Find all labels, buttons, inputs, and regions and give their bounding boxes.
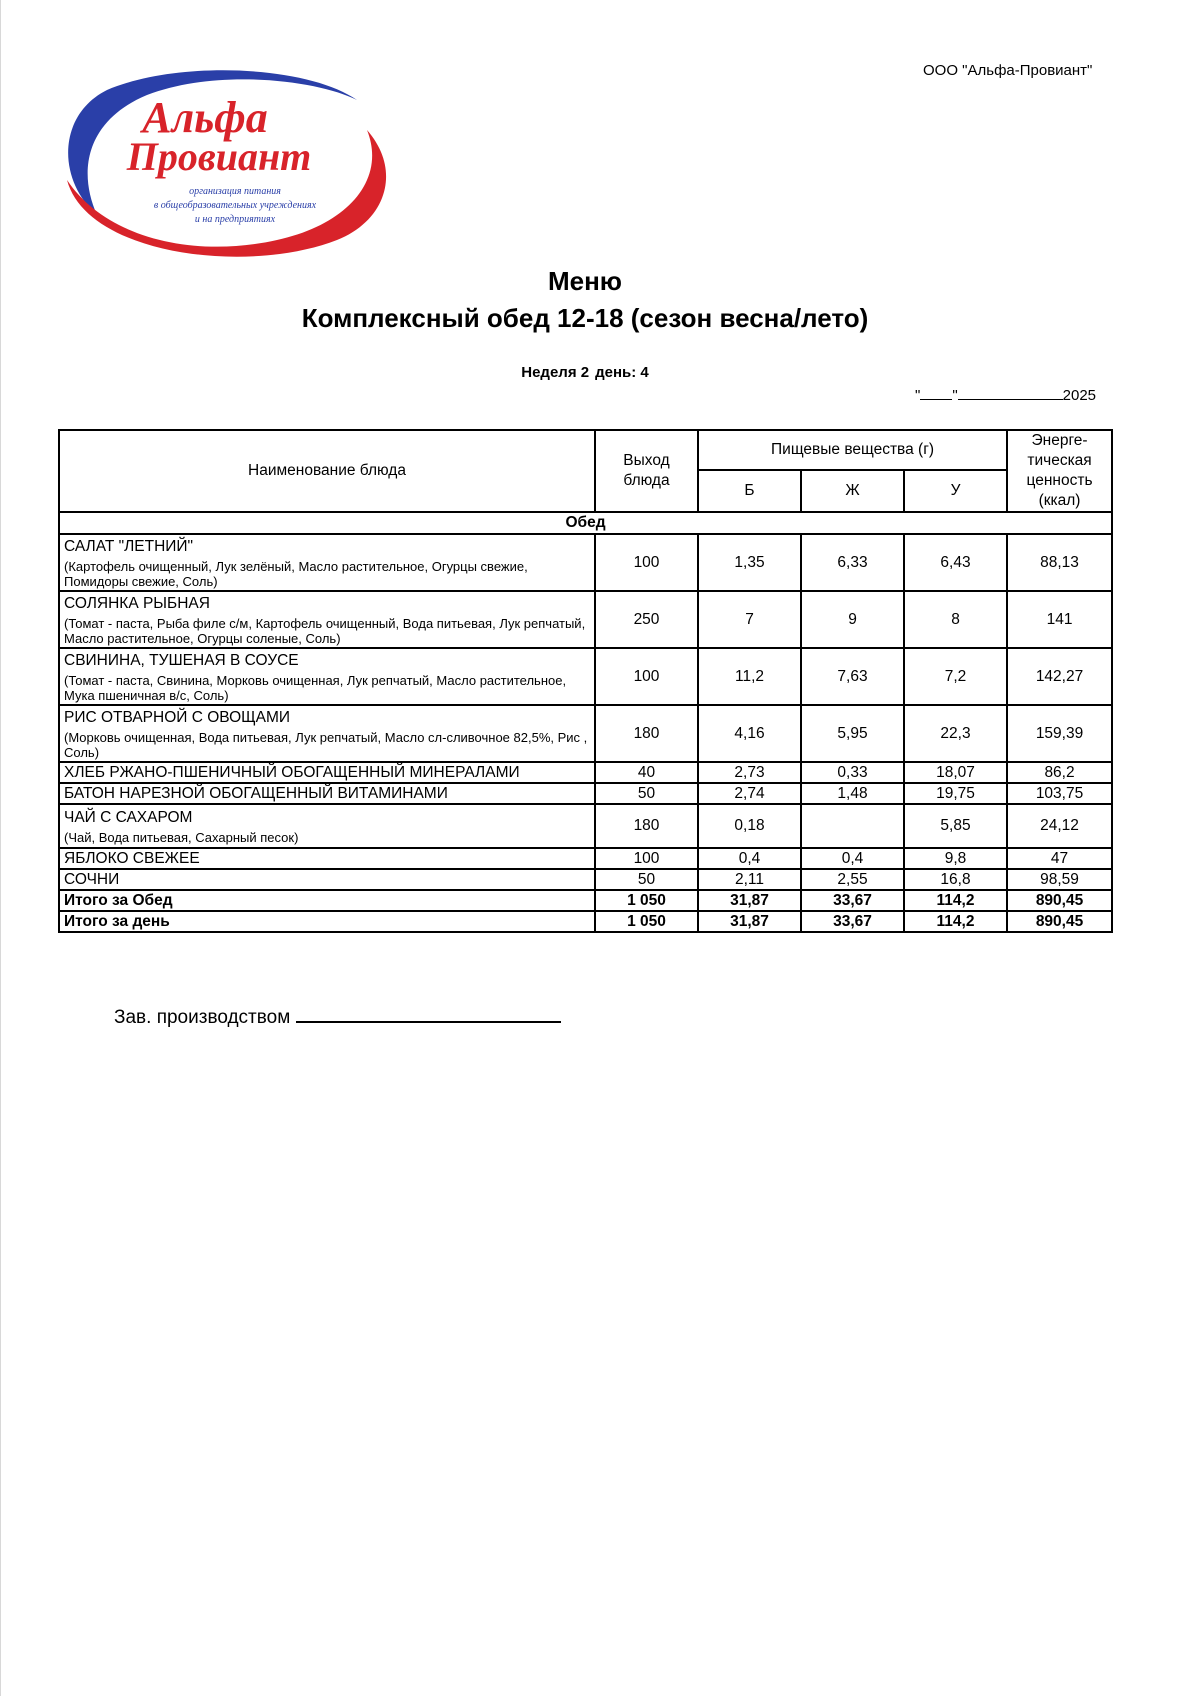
section-label: Обед xyxy=(59,512,1112,534)
dish-name: ХЛЕБ РЖАНО-ПШЕНИЧНЫЙ ОБОГАЩЕННЫЙ МИНЕРАЛАМИ xyxy=(59,762,595,783)
yield-cell: 40 xyxy=(595,762,698,783)
date-line xyxy=(915,386,1096,404)
protein-cell: 1,35 xyxy=(698,534,801,591)
header-energy xyxy=(1007,430,1112,512)
fat-cell: 1,48 xyxy=(801,783,904,804)
energy-cell: 47 xyxy=(1007,848,1112,869)
total-protein: 31,87 xyxy=(698,890,801,911)
yield-cell: 180 xyxy=(595,804,698,848)
table-row xyxy=(59,869,1112,890)
table-row xyxy=(59,591,1112,648)
table-row xyxy=(59,705,1112,762)
carbs-cell: 8 xyxy=(904,591,1007,648)
dish-name: СОЛЯНКА РЫБНАЯ xyxy=(64,594,210,612)
fat-cell: 0,4 xyxy=(801,848,904,869)
signature-blank xyxy=(296,1003,561,1023)
table-row xyxy=(59,848,1112,869)
protein-cell: 0,4 xyxy=(698,848,801,869)
total-protein: 31,87 xyxy=(698,911,801,932)
dish-ingredients: (Чай, Вода питьевая, Сахарный песок) xyxy=(64,829,299,845)
protein-cell: 11,2 xyxy=(698,648,801,705)
energy-cell: 103,75 xyxy=(1007,783,1112,804)
fat-cell: 2,55 xyxy=(801,869,904,890)
total-fat: 33,67 xyxy=(801,911,904,932)
table-row xyxy=(59,762,1112,783)
yield-cell: 50 xyxy=(595,869,698,890)
energy-cell: 98,59 xyxy=(1007,869,1112,890)
carbs-cell: 5,85 xyxy=(904,804,1007,848)
total-label: Итого за день xyxy=(59,911,595,932)
carbs-cell: 22,3 xyxy=(904,705,1007,762)
menu-table xyxy=(58,429,1113,933)
date-quote-close: " xyxy=(952,387,958,404)
total-label: Итого за Обед xyxy=(59,890,595,911)
table-row xyxy=(59,648,1112,705)
carbs-cell: 19,75 xyxy=(904,783,1007,804)
yield-cell: 100 xyxy=(595,534,698,591)
carbs-cell: 9,8 xyxy=(904,848,1007,869)
dish-name: ЯБЛОКО СВЕЖЕЕ xyxy=(59,848,595,869)
total-energy: 890,45 xyxy=(1007,911,1112,932)
protein-cell: 2,74 xyxy=(698,783,801,804)
yield-cell: 50 xyxy=(595,783,698,804)
page-subtitle: Комплексный обед 12-18 (сезон весна/лето) xyxy=(301,303,869,333)
month-blank xyxy=(958,386,1063,400)
dish-name: САЛАТ "ЛЕТНИЙ" xyxy=(64,537,194,555)
total-carbs: 114,2 xyxy=(904,890,1007,911)
header-energy-l4: (ккал) xyxy=(1038,492,1081,509)
table-row xyxy=(59,534,1112,591)
carbs-cell: 16,8 xyxy=(904,869,1007,890)
date-year: 2025 xyxy=(1062,387,1097,404)
dish-ingredients: (Томат - паста, Рыба филе с/м, Картофель очищенный, Вода питьевая, Лук репчатый, Масло растительное, Огурцы соленые, Соль) xyxy=(64,615,586,646)
header-yield: Выход блюда xyxy=(595,430,698,512)
fat-cell xyxy=(801,804,904,848)
dish-ingredients: (Картофель очищенный, Лук зелёный, Масло растительное, Огурцы свежие, Помидоры свежие, Соль) xyxy=(64,558,528,589)
header-dish: Наименование блюда xyxy=(59,430,595,512)
signature-label: Зав. производством xyxy=(114,1007,291,1028)
yield-cell: 180 xyxy=(595,705,698,762)
total-carbs: 114,2 xyxy=(904,911,1007,932)
company-name: ООО "Альфа-Провиант" xyxy=(923,62,1093,79)
dish-name: РИС ОТВАРНОЙ С ОВОЩАМИ xyxy=(64,708,291,726)
dish-name: СОЧНИ xyxy=(59,869,595,890)
logo-line1: Альфа xyxy=(142,93,268,142)
fat-cell: 0,33 xyxy=(801,762,904,783)
dish-name: БАТОН НАРЕЗНОЙ ОБОГАЩЕННЫЙ ВИТАМИНАМИ xyxy=(59,783,595,804)
header-protein: Б xyxy=(698,470,801,512)
alfa-proviant-logo xyxy=(57,60,387,270)
signature-line xyxy=(114,1003,561,1029)
dish-name: СВИНИНА, ТУШЕНАЯ В СОУСЕ xyxy=(64,651,299,669)
header-energy-l3: ценность xyxy=(1026,472,1093,489)
logo-tagline1: организация питания xyxy=(189,186,281,197)
total-yield: 1 050 xyxy=(595,890,698,911)
table-row xyxy=(59,804,1112,848)
header-energy-l2: тическая xyxy=(1027,452,1092,469)
logo-line2: Провиант xyxy=(126,134,312,179)
dish-cell xyxy=(59,534,595,591)
dish-name: ЧАЙ С САХАРОМ xyxy=(64,808,193,826)
day-blank xyxy=(920,386,952,400)
header-fat: Ж xyxy=(801,470,904,512)
table-row xyxy=(59,783,1112,804)
section-row xyxy=(59,512,1112,534)
header-nutrients: Пищевые вещества (г) xyxy=(698,430,1007,470)
dish-ingredients: (Томат - паста, Свинина, Морковь очищенная, Лук репчатый, Масло растительное, Мука пшеничная в/с, Соль) xyxy=(64,672,567,703)
dish-cell xyxy=(59,591,595,648)
energy-cell: 24,12 xyxy=(1007,804,1112,848)
protein-cell: 2,73 xyxy=(698,762,801,783)
total-row xyxy=(59,911,1112,932)
protein-cell: 0,18 xyxy=(698,804,801,848)
day-label: день: 4 xyxy=(595,364,649,381)
total-fat: 33,67 xyxy=(801,890,904,911)
date-quote-open: " xyxy=(915,387,921,404)
dish-cell xyxy=(59,705,595,762)
carbs-cell: 6,43 xyxy=(904,534,1007,591)
energy-cell: 88,13 xyxy=(1007,534,1112,591)
energy-cell: 159,39 xyxy=(1007,705,1112,762)
page-title: Меню xyxy=(547,266,623,296)
energy-cell: 141 xyxy=(1007,591,1112,648)
protein-cell: 2,11 xyxy=(698,869,801,890)
fat-cell: 7,63 xyxy=(801,648,904,705)
header-energy-l1: Энерге- xyxy=(1031,432,1088,449)
dish-cell xyxy=(59,804,595,848)
fat-cell: 5,95 xyxy=(801,705,904,762)
total-yield: 1 050 xyxy=(595,911,698,932)
dish-cell xyxy=(59,648,595,705)
protein-cell: 7 xyxy=(698,591,801,648)
energy-cell: 142,27 xyxy=(1007,648,1112,705)
week-label: Неделя 2 xyxy=(521,364,590,381)
total-row xyxy=(59,890,1112,911)
fat-cell: 6,33 xyxy=(801,534,904,591)
protein-cell: 4,16 xyxy=(698,705,801,762)
logo-tagline2: в общеобразовательных учреждениях xyxy=(153,200,317,211)
dish-ingredients: (Морковь очищенная, Вода питьевая, Лук репчатый, Масло сл-сливочное 82,5%, Рис , Соль) xyxy=(64,729,588,760)
carbs-cell: 18,07 xyxy=(904,762,1007,783)
logo-tagline3: и на предприятиях xyxy=(194,214,276,225)
carbs-cell: 7,2 xyxy=(904,648,1007,705)
yield-cell: 100 xyxy=(595,648,698,705)
week-day-label xyxy=(1,364,1169,381)
fat-cell: 9 xyxy=(801,591,904,648)
energy-cell: 86,2 xyxy=(1007,762,1112,783)
total-energy: 890,45 xyxy=(1007,890,1112,911)
yield-cell: 100 xyxy=(595,848,698,869)
header-carbs: У xyxy=(904,470,1007,512)
yield-cell: 250 xyxy=(595,591,698,648)
